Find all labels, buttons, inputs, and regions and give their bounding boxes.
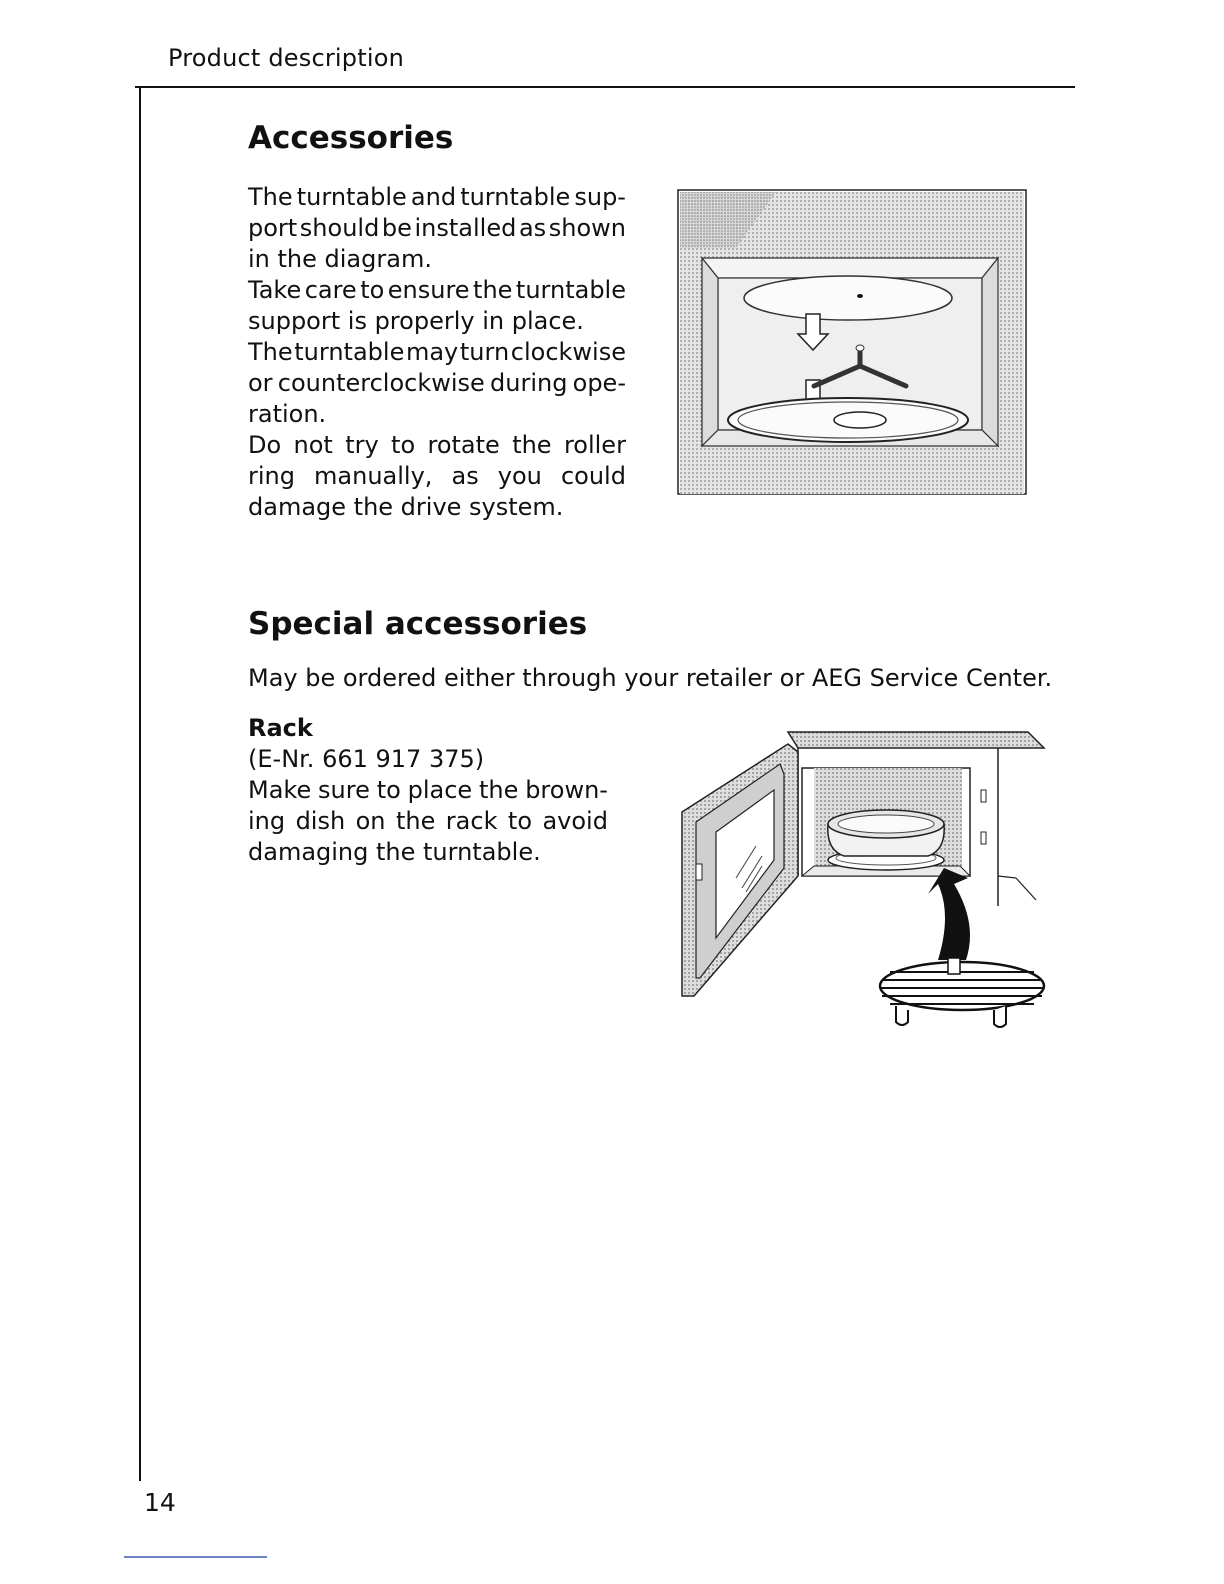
text-line: The turntable may turn clockwise	[248, 338, 626, 366]
text-line: ing dish on the rack to avoid	[248, 807, 608, 835]
text-line: or counterclockwise during ope-	[248, 369, 626, 397]
text-line: Take care to ensure the turntable	[248, 276, 626, 304]
margin-rule	[139, 86, 141, 1481]
text-line: Do not try to rotate the roller	[248, 431, 626, 459]
turntable-installation-diagram	[676, 188, 1028, 496]
text-line: port should be installed as shown	[248, 214, 626, 242]
rack-title: Rack	[248, 714, 313, 742]
text-line: The turntable and turntable sup-	[248, 183, 626, 211]
ordering-note: May be ordered either through your retailer or AEG Service Center.	[248, 664, 1053, 692]
header-rule	[135, 86, 1075, 88]
text-line: damaging the turntable.	[248, 838, 541, 866]
rack-description	[248, 713, 608, 868]
special-accessories-heading: Special accessories	[248, 606, 588, 642]
text-line: support is properly in place.	[248, 307, 584, 335]
running-header: Product description	[168, 44, 404, 72]
text-line: ration.	[248, 400, 327, 428]
page-number: 14	[144, 1488, 176, 1517]
rack-part-number: (E-Nr. 661 917 375)	[248, 745, 485, 773]
accessories-instructions	[248, 182, 626, 523]
accessories-heading: Accessories	[248, 120, 454, 156]
rack-placement-diagram	[676, 728, 1046, 1030]
footer-mark	[124, 1556, 267, 1558]
text-line: in the diagram.	[248, 245, 432, 273]
text-line: damage the drive system.	[248, 493, 564, 521]
text-line: ring manually, as you could	[248, 462, 626, 490]
text-line: Make sure to place the brown-	[248, 776, 608, 804]
